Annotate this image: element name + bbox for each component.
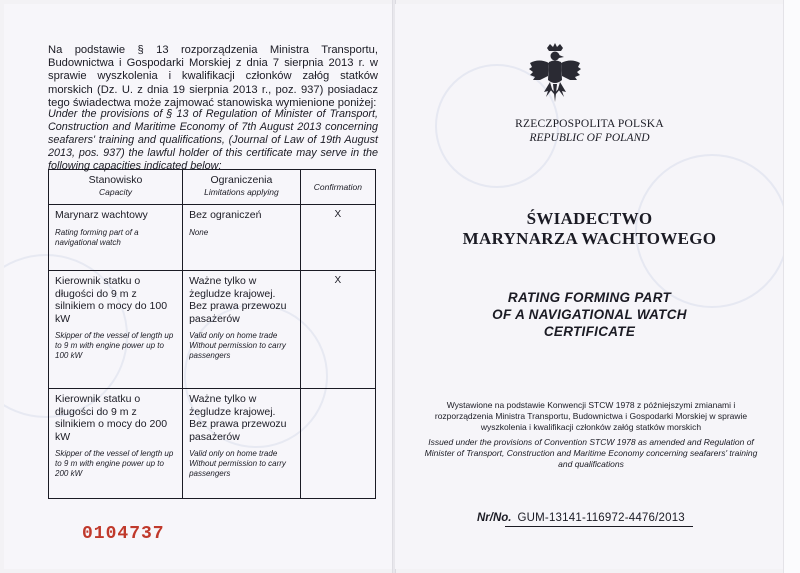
certificate-number-underline — [505, 526, 693, 527]
intro-text-en: Under the provisions of § 13 of Regulation of Minister of Transport, Construction and Maritime Economy of 7th August 2013 concerning seafarers' training and qualifications, (Journal of Law of 19th August 2013, pos. 937) the lawful holder of this certificate may serve in the following capacities indicated below: — [48, 108, 378, 172]
limitation-cell — [183, 389, 301, 499]
serial-number: 0104737 — [82, 524, 165, 544]
issued-under-en: Issued under the provisions of Convention STCW 1978 as amended and Regulation of Minister of Transport, Construction and Maritime Economy concerning seafarers' training and qualifications — [424, 437, 758, 469]
table-row — [49, 205, 376, 271]
confirmation-mark — [300, 389, 375, 499]
certificate-subtitle-line3: CERTIFICATE — [543, 324, 636, 339]
capacity-en: Rating forming part of a navigational watch — [55, 227, 139, 247]
capacity-cell — [49, 271, 183, 389]
table-row — [49, 271, 376, 389]
capacity-en: Skipper of the vessel of length up to 9 m with engine power up to 100 kW — [55, 331, 174, 360]
capacity-pl: Kierownik statku o długości do 9 m z silnikiem o mocy do 200 kW — [55, 393, 168, 443]
capacity-pl: Marynarz wachtowy — [55, 209, 148, 221]
limitation-pl: Ważne tylko w żegludze krajowej. Bez prawa przewozu pasażerów — [189, 275, 287, 325]
confirmation-header: Confirmation — [300, 170, 375, 205]
right-page — [395, 4, 784, 569]
certificate-number-label: Nr/No. — [477, 512, 512, 524]
capacity-header — [49, 170, 183, 205]
issued-under-pl: Wystawione na podstawie Konwencji STCW 1978 z późniejszymi zmianami i rozporządzenia Ministra Transportu, Budownictwa i Gospodarki Morskiej w sprawie wyszkolenia i kwalifikacji członków załóg statków morskich — [434, 400, 748, 432]
limitations-header — [183, 170, 301, 205]
scan-edge-strip — [783, 0, 800, 573]
limitation-en: Valid only on home trade Without permission to carry passengers — [189, 449, 286, 478]
confirmation-mark: X — [300, 205, 375, 271]
certificate-title-line1: ŚWIADECTWO — [526, 209, 653, 228]
capacity-cell — [49, 205, 183, 271]
country-name-en: REPUBLIC OF POLAND — [529, 132, 650, 144]
left-page — [4, 4, 393, 569]
country-name-pl: RZECZPOSPOLITA POLSKA — [515, 118, 664, 130]
limitation-en: Valid only on home trade Without permission to carry passengers — [189, 331, 286, 360]
certificate-subtitle-line2: OF A NAVIGATIONAL WATCH — [492, 307, 687, 322]
capacities-table — [48, 169, 376, 499]
limitations-header-en: Limitations applying — [204, 187, 279, 197]
table-header-row — [49, 170, 376, 205]
certificate-title-line2: MARYNARZA WACHTOWEGO — [462, 229, 717, 248]
capacity-cell — [49, 389, 183, 499]
limitations-header-pl: Ograniczenia — [210, 174, 273, 186]
certificate-number-value: GUM-13141-116972-4476/2013 — [517, 512, 685, 524]
certificate-subtitle-line1: RATING FORMING PART — [507, 290, 672, 305]
table-row — [49, 389, 376, 499]
intro-text-pl: Na podstawie § 13 rozporządzenia Ministra Transportu, Budownictwa i Gospodarki Morskiej z dnia 7 sierpnia 2013 r. w sprawie wyszkolenia i kwalifikacji członków załóg statków morskich (Dz. U. z dnia 19 sierpnia 2013 r., poz. 937) posiadacz tego świadectwa może zajmować stanowiska wymienione poniżej: — [48, 44, 378, 109]
capacity-pl: Kierownik statku o długości do 9 m z silnikiem o mocy do 100 kW — [55, 275, 168, 325]
limitation-cell — [183, 271, 301, 389]
capacity-header-en: Capacity — [98, 187, 133, 197]
capacity-header-pl: Stanowisko — [88, 174, 143, 186]
polish-eagle-emblem-icon — [527, 42, 583, 104]
limitation-en: None — [189, 227, 209, 237]
limitation-pl: Ważne tylko w żegludze krajowej. Bez prawa przewozu pasażerów — [189, 393, 287, 443]
confirmation-mark: X — [300, 271, 375, 389]
limitation-cell — [183, 205, 301, 271]
certificate-number — [477, 512, 685, 524]
capacity-en: Skipper of the vessel of length up to 9 m with engine power up to 200 kW — [55, 449, 174, 478]
limitation-pl: Bez ograniczeń — [189, 209, 262, 221]
